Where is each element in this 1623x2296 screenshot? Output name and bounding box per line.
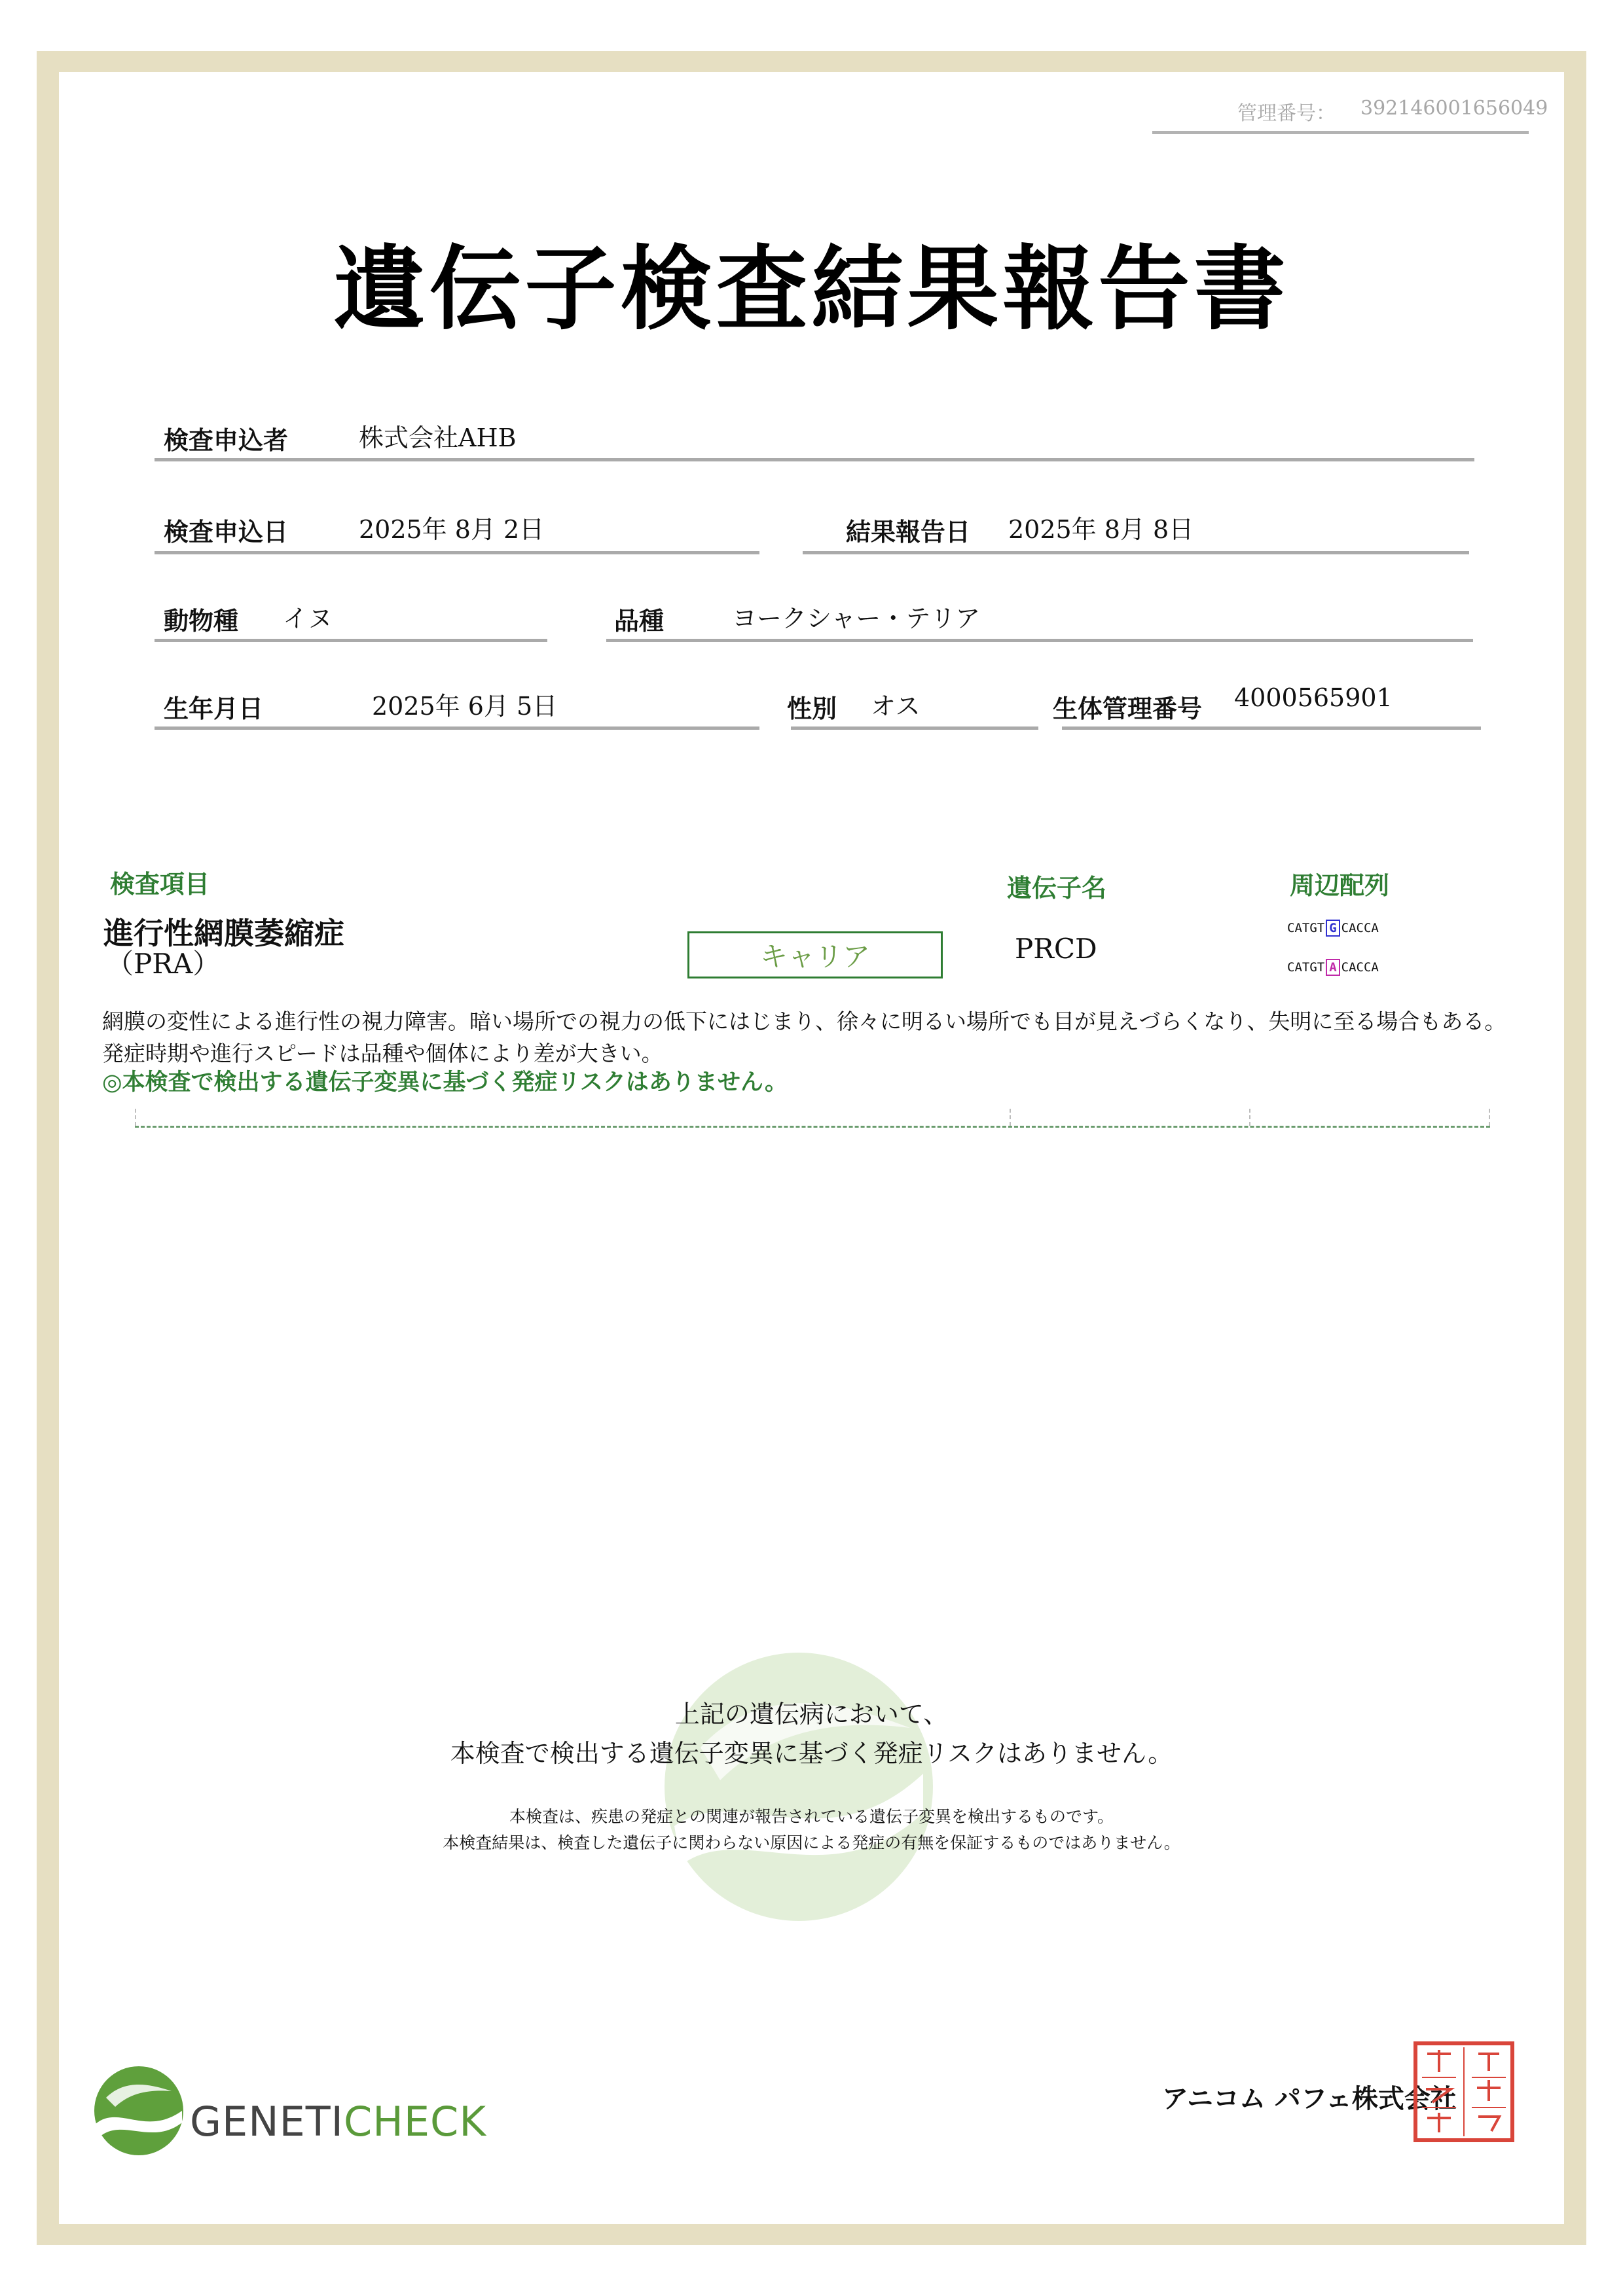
species-value: イヌ xyxy=(283,604,333,633)
company-seal xyxy=(1413,2041,1515,2143)
sequence-base-variant: A xyxy=(1326,959,1340,976)
disclaimer-line-2: 本検査結果は、検査した遺伝子に関わらない原因による発症の有無を保証するものではありません。 xyxy=(443,1833,1180,1852)
brand-part-1: GENETI xyxy=(190,2098,344,2145)
geneticheck-logo-icon xyxy=(93,2065,185,2157)
sequence-prefix: CATGT xyxy=(1287,960,1325,975)
breed-label: 品種 xyxy=(614,606,665,636)
animal-id-value: 4000565901 xyxy=(1234,683,1393,712)
birth-date-label: 生年月日 xyxy=(164,694,264,723)
management-number-label: 管理番号： xyxy=(1237,102,1336,125)
table-divider-tick xyxy=(1010,1109,1011,1126)
applicant-underline xyxy=(155,458,1474,461)
apply-date-label: 検査申込日 xyxy=(164,517,289,547)
sequence-prefix: CATGT xyxy=(1287,921,1325,935)
disease-abbreviation: （PRA） xyxy=(106,948,221,980)
table-divider-tick xyxy=(1249,1109,1250,1126)
sequence-base-normal: G xyxy=(1326,920,1340,937)
summary-line-1: 上記の遺伝病において、 xyxy=(674,1700,949,1729)
apply-date-underline xyxy=(155,551,759,554)
sequence-header: 周辺配列 xyxy=(1290,870,1390,900)
applicant-value: 株式会社AHB xyxy=(359,423,517,452)
breed-value: ヨークシャー・テリア xyxy=(732,604,981,633)
birth-date-underline xyxy=(155,726,759,730)
table-divider-tick xyxy=(1489,1109,1490,1126)
sequence-suffix: CACCA xyxy=(1341,921,1379,935)
birth-date-value: 2025年 6月 5日 xyxy=(372,692,558,721)
report-date-value: 2025年 8月 8日 xyxy=(1008,515,1194,544)
report-date-label: 結果報告日 xyxy=(846,517,971,547)
species-label: 動物種 xyxy=(164,606,239,636)
sequence-variant xyxy=(1287,959,1379,976)
sex-underline xyxy=(791,726,1038,730)
table-divider-tick xyxy=(135,1109,136,1126)
gene-name-header: 遺伝子名 xyxy=(1007,873,1107,903)
animal-id-underline xyxy=(1062,726,1481,730)
test-conclusion: ◎本検査で検出する遺伝子変異に基づく発症リスクはありません。 xyxy=(102,1069,788,1096)
sequence-normal xyxy=(1287,920,1379,937)
disease-name: 進行性網膜萎縮症 xyxy=(103,916,344,951)
disease-description-1: 網膜の変性による進行性の視力障害。暗い場所での視力の低下にはじまり、徐々に明るい場所でも目が見えづらくなり、失明に至る場合もある。 xyxy=(102,1009,1506,1034)
management-number: 392146001656049 xyxy=(1360,97,1548,120)
applicant-label: 検査申込者 xyxy=(164,425,289,455)
disease-description-2: 発症時期や進行スピードは品種や個体により差が大きい。 xyxy=(102,1041,663,1066)
summary-line-2: 本検査で検出する遺伝子変異に基づく発症リスクはありません。 xyxy=(450,1739,1173,1768)
apply-date-value: 2025年 8月 2日 xyxy=(359,515,545,544)
company-name: アニコム パフェ株式会社 xyxy=(1162,2083,1457,2114)
report-date-underline xyxy=(803,551,1469,554)
gene-name: PRCD xyxy=(1015,933,1097,965)
disclaimer-line-1: 本検査は、疾患の発症との関連が報告されている遺伝子変異を検出するものです。 xyxy=(509,1807,1114,1826)
animal-id-label: 生体管理番号 xyxy=(1053,694,1203,723)
management-underline xyxy=(1152,131,1529,134)
sex-label: 性別 xyxy=(787,694,837,723)
result-badge: キャリア xyxy=(687,931,943,978)
brand-part-2: CHECK xyxy=(343,2098,486,2145)
breed-underline xyxy=(606,639,1473,642)
species-underline xyxy=(155,639,547,642)
sex-value: オス xyxy=(871,692,921,721)
sequence-suffix: CACCA xyxy=(1341,960,1379,975)
test-item-header: 検査項目 xyxy=(110,869,210,899)
geneticheck-wordmark xyxy=(190,2098,486,2145)
table-divider xyxy=(135,1126,1490,1128)
page-title: 遺伝子検査結果報告書 xyxy=(333,236,1290,343)
watermark-logo xyxy=(661,1649,936,1924)
